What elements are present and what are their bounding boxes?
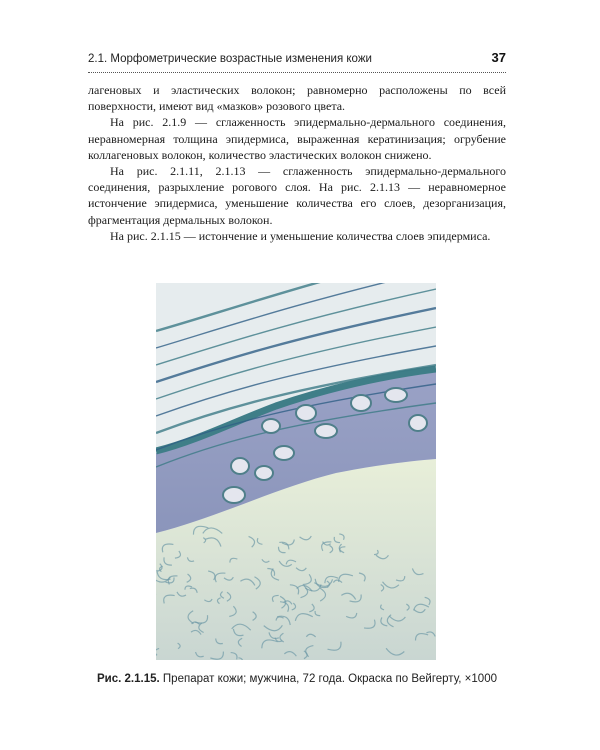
paragraph: На рис. 2.1.11, 2.1.13 — сглаженность эпидермально-дермального соединения, разрыхление рогового слоя. На рис. 2.1.13 — неравномерное истончение эпидермиса, уменьшение количества его слоев, дезорганизация, фрагментация дермальных волокон. xyxy=(88,164,506,227)
figure-caption-text: Препарат кожи; мужчина, 72 года. Окраска по Вейгерту, ×1000 xyxy=(162,673,497,685)
cell-nucleus xyxy=(296,405,316,421)
micrograph-figure xyxy=(156,283,436,660)
cell-nucleus xyxy=(231,458,249,474)
cell-nucleus xyxy=(351,395,371,411)
cell-nucleus xyxy=(409,415,427,431)
page-number: 37 xyxy=(491,50,506,65)
cell-nucleus xyxy=(274,446,294,460)
figure-caption xyxy=(88,673,506,685)
skin-micrograph-image xyxy=(156,283,436,660)
figure-label: Рис. 2.1.15. xyxy=(97,673,160,685)
paragraph: лагеновых и эластических волокон; равномерно расположены по всей поверхности, имеют вид «мазков» розового цвета. xyxy=(88,83,506,114)
cell-nucleus xyxy=(255,466,273,480)
paragraph: На рис. 2.1.15 — истончение и уменьшение количества слоев эпидермиса. xyxy=(110,228,491,243)
cell-nucleus xyxy=(385,388,407,402)
running-header xyxy=(88,50,506,73)
body-text xyxy=(88,82,506,244)
cell-nucleus xyxy=(315,424,337,438)
cell-nucleus xyxy=(262,419,280,433)
cell-nucleus xyxy=(223,487,245,503)
section-title: 2.1. Морфометрические возрастные изменения кожи xyxy=(88,53,372,65)
paragraph: На рис. 2.1.9 — сглаженность эпидермально-дермального соединения, неравномерная толщина эпидермиса, выраженная кератинизация; огрубение коллагеновых волокон, количество эластических волокон снижено. xyxy=(88,115,506,162)
